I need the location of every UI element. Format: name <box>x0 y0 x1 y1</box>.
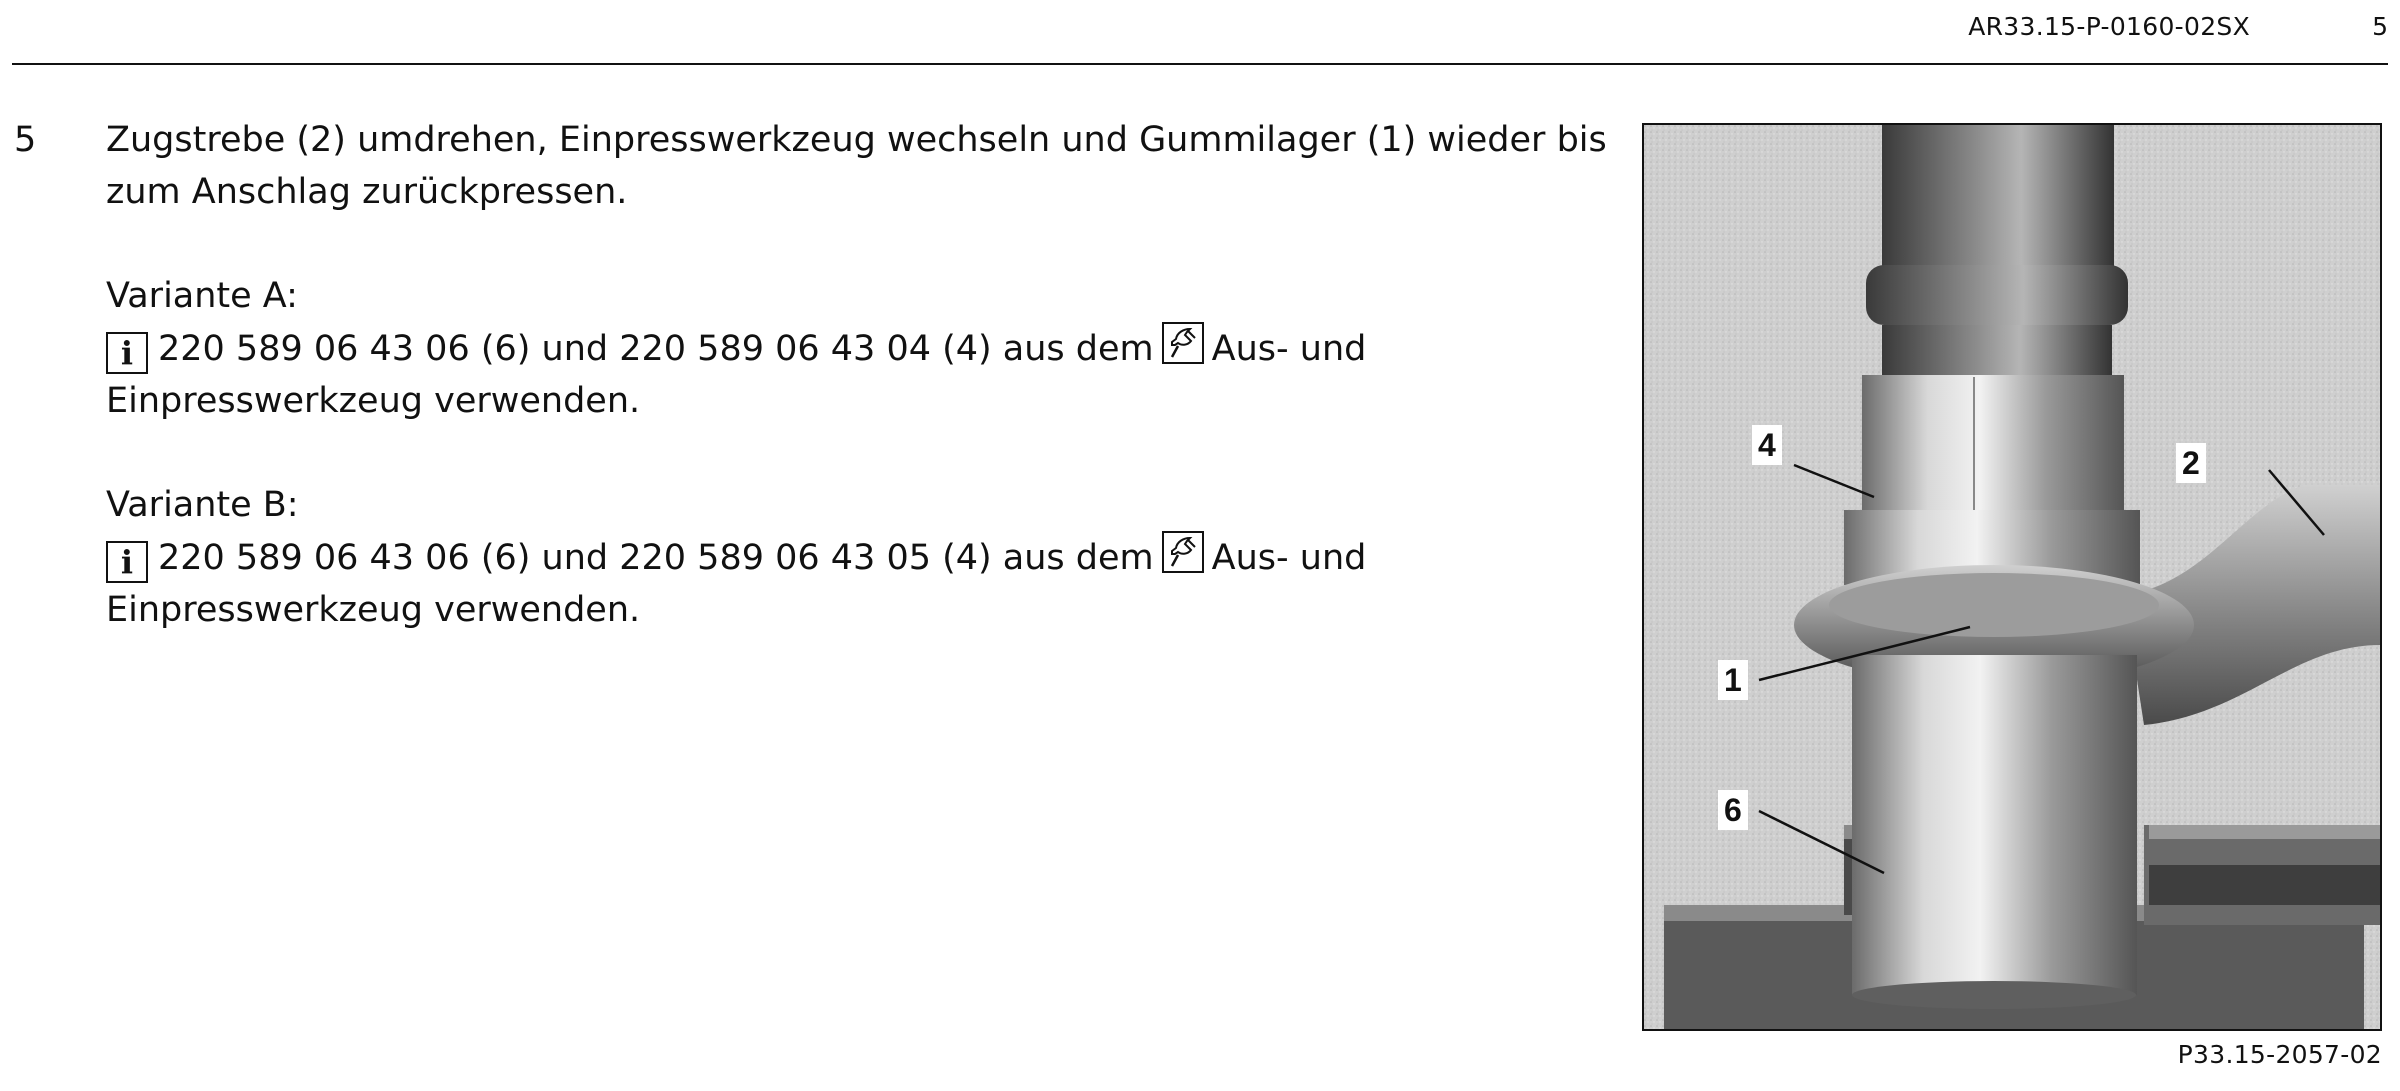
page-header <box>0 0 2400 68</box>
variant-a <box>106 270 1566 427</box>
header-rule <box>12 63 2388 65</box>
step-instruction <box>106 114 1607 218</box>
variant-title: Variante B: <box>106 485 299 525</box>
tool-suffix: Aus- und <box>1211 329 1367 369</box>
step-body <box>106 114 1607 636</box>
step-instruction-line-2: zum Anschlag zurückpressen. <box>106 172 628 212</box>
variant-line-2: Einpresswerkzeug verwenden. <box>106 381 641 421</box>
special-tool-icon <box>1162 531 1204 573</box>
tool-numbers: 220 589 06 43 06 (6) und 220 589 06 43 05 (4) aus dem <box>158 538 1154 578</box>
page-number: 5 <box>2372 12 2388 41</box>
figure-code: P33.15-2057-02 <box>2177 1040 2382 1069</box>
tool-suffix: Aus- und <box>1211 538 1367 578</box>
callout-2: 2 <box>2176 443 2206 483</box>
info-icon: i <box>106 332 148 374</box>
variant-line <box>106 531 1566 584</box>
variant-line <box>106 322 1566 375</box>
document-id: AR33.15-P-0160-02SX <box>1968 12 2250 41</box>
info-icon: i <box>106 541 148 583</box>
step-instruction-line-1: Zugstrebe (2) umdrehen, Einpresswerkzeug wechseln und Gummilager (1) wieder bis <box>106 120 1607 160</box>
step-number: 5 <box>14 120 37 160</box>
tool-numbers: 220 589 06 43 06 (6) und 220 589 06 43 04 (4) aus dem <box>158 329 1154 369</box>
callout-4: 4 <box>1752 425 1782 465</box>
callout-1: 1 <box>1718 660 1748 700</box>
callout-6: 6 <box>1718 790 1748 830</box>
variant-b <box>106 479 1566 636</box>
variant-line-2: Einpresswerkzeug verwenden. <box>106 590 641 630</box>
press-tool-illustration <box>1644 125 2380 1029</box>
special-tool-icon <box>1162 322 1204 364</box>
procedure-photo <box>1642 123 2382 1031</box>
variant-title: Variante A: <box>106 276 298 316</box>
